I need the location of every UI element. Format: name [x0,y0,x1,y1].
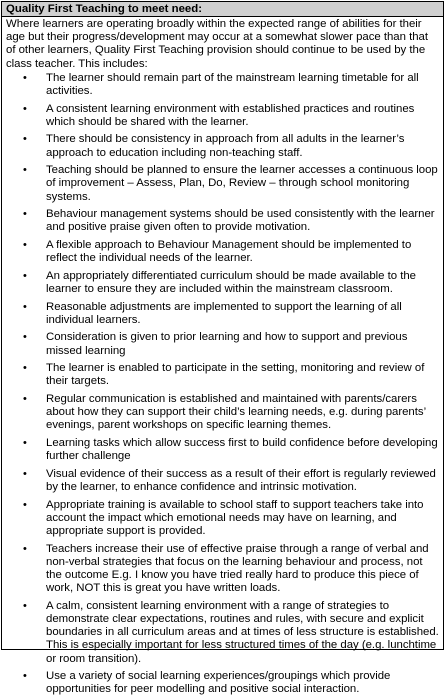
list-item-text: Regular communication is established and maintained with parents/carers about how they can support their child’s learning needs, e.g. during parents’ evenings, parent workshops on specific learning themes. [46,392,426,432]
bullet-icon: • [23,542,27,555]
bullet-icon: • [23,164,27,177]
bullet-icon: • [23,300,27,313]
list-item-text: Reasonable adjustments are implemented to support the learning of all individual learners. [46,300,402,326]
bullet-icon: • [23,467,27,480]
bullet-icon: • [23,436,27,449]
list-item [6,103,440,129]
bullet-icon: • [23,331,27,344]
provision-list [6,72,440,697]
bullet-icon: • [23,269,27,282]
list-item-text: A calm, consistent learning environment with a range of strategies to demonstrate clear expectations, routines and rules, with secure and explicit boundaries in all curriculum areas and at times of less structure is established. This is especially important for less structured times of the day (e.g. lunchtime or room transition). [46,599,439,665]
list-item-text: There should be consistency in approach from all adults in the learner’s approach to education including non-teaching staff. [46,133,405,159]
list-item [6,499,440,539]
quality-first-teaching-box [1,1,444,696]
list-item [6,301,440,327]
list-item [6,208,440,234]
list-item-text: Teachers increase their use of effective praise through a range of verbal and non-verbal strategies that focus on the learning behaviour and process, not the outcome E.g. I know you have tried really hard to produce this piece of work, NOT this is great you have written loads. [46,542,429,595]
section-header: Quality First Teaching to meet need: [2,2,443,17]
list-item [6,164,440,204]
bullet-icon: • [23,599,27,612]
list-item [6,600,440,666]
list-item [6,72,440,98]
list-item [6,543,440,596]
list-item [6,670,440,696]
list-item-text: Appropriate training is available to school staff to support teachers take into account the impact which emotional needs may have on learning, and appropriate support is provided. [46,498,424,537]
list-item [6,437,440,463]
list-item-text: Learning tasks which allow success first to build confidence before developing further challenge [46,436,438,463]
bullet-icon: • [23,239,27,251]
list-item-text: A consistent learning environment with established practices and routines which should be shared with the learner. [46,102,415,128]
bullet-icon: • [23,670,27,683]
list-item-text: An appropriately differentiated curriculum should be made available to the learner to ensure they are included within the mainstream classroom. [46,269,416,295]
list-item-text: Visual evidence of their success as a result of their effort is regularly reviewed by the learner, to enhance confidence and intrinsic motivation. [46,467,436,493]
list-item [6,393,440,433]
list-item-text: A flexible approach to Behaviour Management should be implemented to reflect the individual needs of the learner. [46,239,412,265]
bullet-icon: • [23,208,27,221]
list-item-text: Behaviour management systems should be used consistently with the learner and positive praise given often to provide motivation. [46,208,435,234]
bullet-icon: • [23,71,27,84]
list-item [6,270,440,296]
bullet-icon: • [23,102,27,115]
list-item-text: Teaching should be planned to ensure the learner accesses a continuous loop of improvement – Assess, Plan, Do, Review – through school monitoring systems. [46,164,438,203]
list-item [6,239,440,265]
list-item [6,331,440,357]
list-item-text: Consideration is given to prior learning and how to support and previous missed learning [46,331,408,357]
list-item-text: Use a variety of social learning experiences/groupings which provide opportunities for peer modelling and positive social interaction. [46,670,391,696]
intro-paragraph: Where learners are operating broadly within the expected range of abilities for their age but their progress/development may occur at a somewhat slower pace than that of other learners, Quality First Teaching provision should continue to be used by the class teacher. This includes: [6,18,428,70]
bullet-icon: • [23,133,27,146]
bullet-icon: • [23,362,27,375]
section-content [2,17,443,697]
bullet-icon: • [23,498,27,511]
list-item [6,133,440,159]
list-item [6,362,440,388]
list-item-text: The learner is enabled to participate in the setting, monitoring and review of their targets. [46,362,425,388]
list-item [6,468,440,494]
bullet-icon: • [23,392,27,405]
list-item-text: The learner should remain part of the mainstream learning timetable for all activities. [46,71,419,98]
